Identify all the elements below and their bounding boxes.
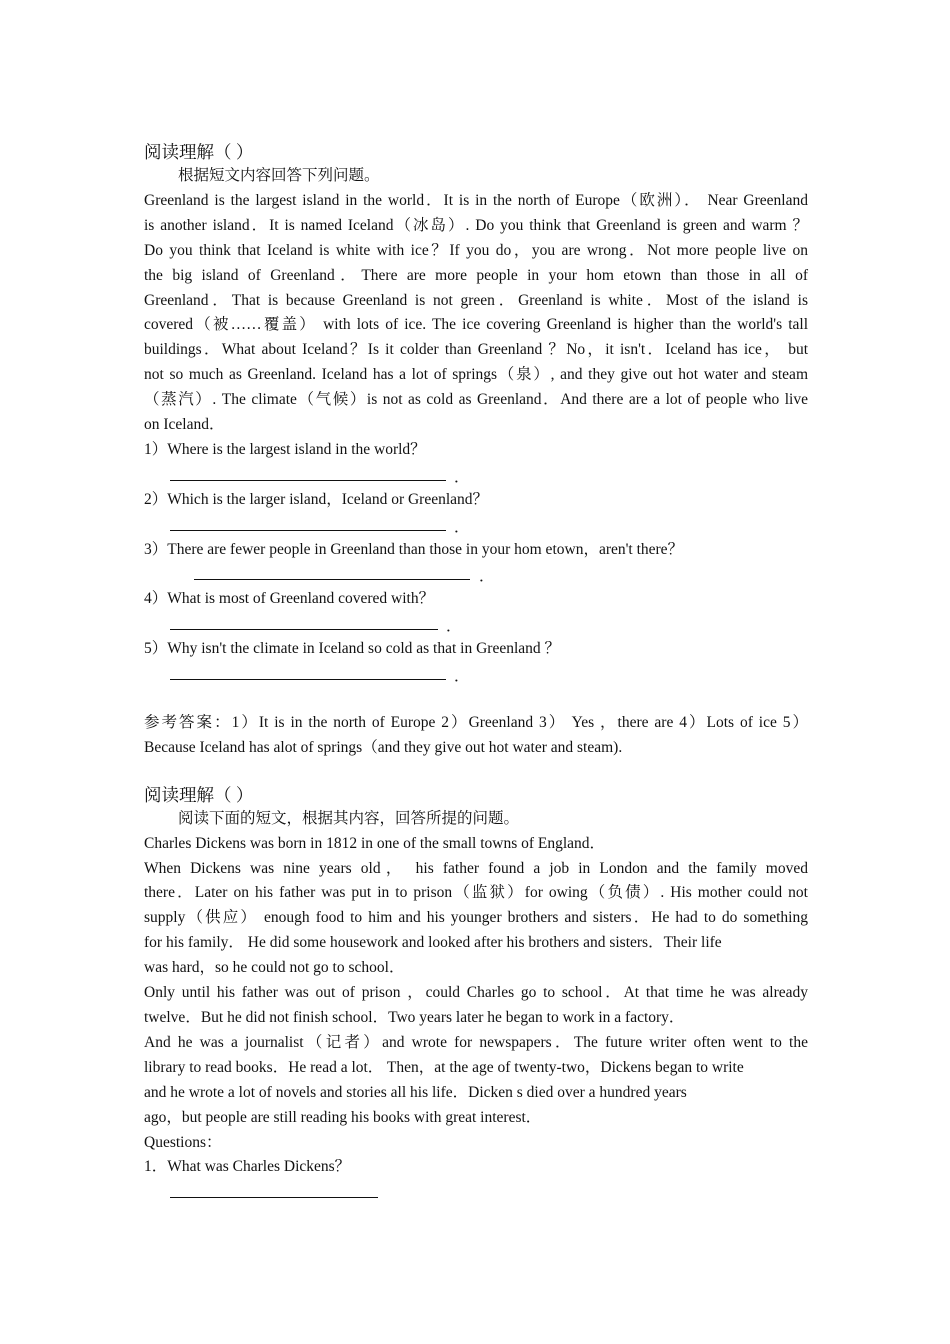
answer-blank-row [144,662,808,687]
question: 3）There are fewer people in Greenland than those in your hom etown，aren't there？ [144,540,684,558]
passage-line: there．Later on his father was put in to prison（监狱）for owing（负债）. His mother could not [144,884,808,902]
passage-line: When Dickens was nine years old， his father found a job in London and the family moved [144,859,808,877]
answer-blank[interactable] [170,1197,378,1198]
section2-instruction: 阅读下面的短文，根据其内容，回答所提的问题。 [178,809,520,827]
passage-line: Greenland．That is because Greenland is not green．Greenland is white．Most of the island is [144,291,808,309]
answer-blank[interactable] [170,480,446,481]
document-page [144,140,808,1205]
question: 2）Which is the larger island，Iceland or Greenland？ [144,490,489,508]
answer-blank-row [144,1180,808,1205]
passage-line: Greenland is the largest island in the world．It is in the north of Europe（欧洲）． Near Greenland [144,191,808,209]
section1-heading: 阅读理解（ ） [144,142,254,162]
section1-passage [144,189,808,438]
passage-line: supply（供应） enough food to him and his younger brothers and sisters．He had to do something [144,909,808,927]
passage-line: Charles Dickens was born in 1812 in one of the small towns of England． [144,834,606,852]
passage-line: not so much as Greenland. Iceland has a lot of springs（泉）, and they give out hot water and steam [144,366,808,384]
passage-line: was hard，so he could not go to school． [144,959,405,977]
passage-line: covered（被……覆盖） with lots of ice. The ice covering Greenland is higher than the world's tall [144,316,808,334]
passage-line: （蒸汽）. The climate（气候）is not as cold as Greenland．And there are a lot of people who live [144,391,808,409]
answer-blank-row [144,513,808,538]
passage-line: library to read books．He read a lot． Then，at the age of twenty-two，Dickens began to write [144,1058,744,1076]
question: 4）What is most of Greenland covered with？ [144,590,435,608]
answer-blank[interactable] [170,679,446,680]
section1-answers [144,711,808,761]
answer-blank[interactable] [170,629,438,630]
question: 1．What was Charles Dickens？ [144,1158,351,1176]
answer-blank-row [144,612,808,637]
answer-blank[interactable] [170,530,446,531]
blank-period: ． [454,518,470,536]
passage-line: is another island．It is named Iceland（冰岛）. Do you think that Greenland is green and warm ？ [144,216,808,234]
passage-line: Only until his father was out of prison ，could Charles go to school．At that time he was already [144,984,808,1002]
blank-period: ． [479,568,495,586]
passage-line: ago，but people are still reading his books with great interest． [144,1108,542,1126]
passage-line: the big island of Greenland．There are more people in your hom etown than those in all of [144,266,808,284]
passage-line: for his family． He did some housework and looked after his brothers and sisters．Their life [144,934,722,952]
answer-blank-row [144,562,808,587]
blank-period: ． [446,618,462,636]
answer-key-line: Because Iceland has alot of springs（and they give out hot water and steam). [144,738,623,756]
passage-line: on Iceland． [144,416,225,434]
passage-line: buildings．What about Iceland？Is it colder than Greenland ？No，it isn't．Iceland has ice， but [144,341,808,359]
passage-line: And he was a journalist（记者）and wrote for newspapers．The future writer often went to the [144,1033,808,1051]
section1-questions [144,438,808,687]
answer-blank-row [144,463,808,488]
answer-blank[interactable] [194,579,470,580]
blank-period: ． [454,468,470,486]
question: 5）Why isn't the climate in Iceland so cold as that in Greenland ？ [144,640,561,658]
section2-heading: 阅读理解（ ） [144,784,254,805]
passage-line: Do you think that Iceland is white with ice？If you do，you are wrong．Not more people live on [144,241,808,259]
answer-key-line: 参考答案：1）It is in the north of Europe 2）Greenland 3） Yes ，there are 4）Lots of ice 5） [144,713,808,731]
passage-line: twelve．But he did not finish school．Two years later he began to work in a factory． [144,1009,685,1027]
section1-instruction: 根据短文内容回答下列问题。 [178,167,380,184]
question: 1）Where is the largest island in the world？ [144,440,426,458]
questions-label: Questions： [144,1133,222,1151]
section2-passage [144,832,808,1131]
blank-period: ． [454,668,470,686]
passage-line: and he wrote a lot of novels and stories all his life．Dicken s died over a hundred years [144,1083,687,1101]
